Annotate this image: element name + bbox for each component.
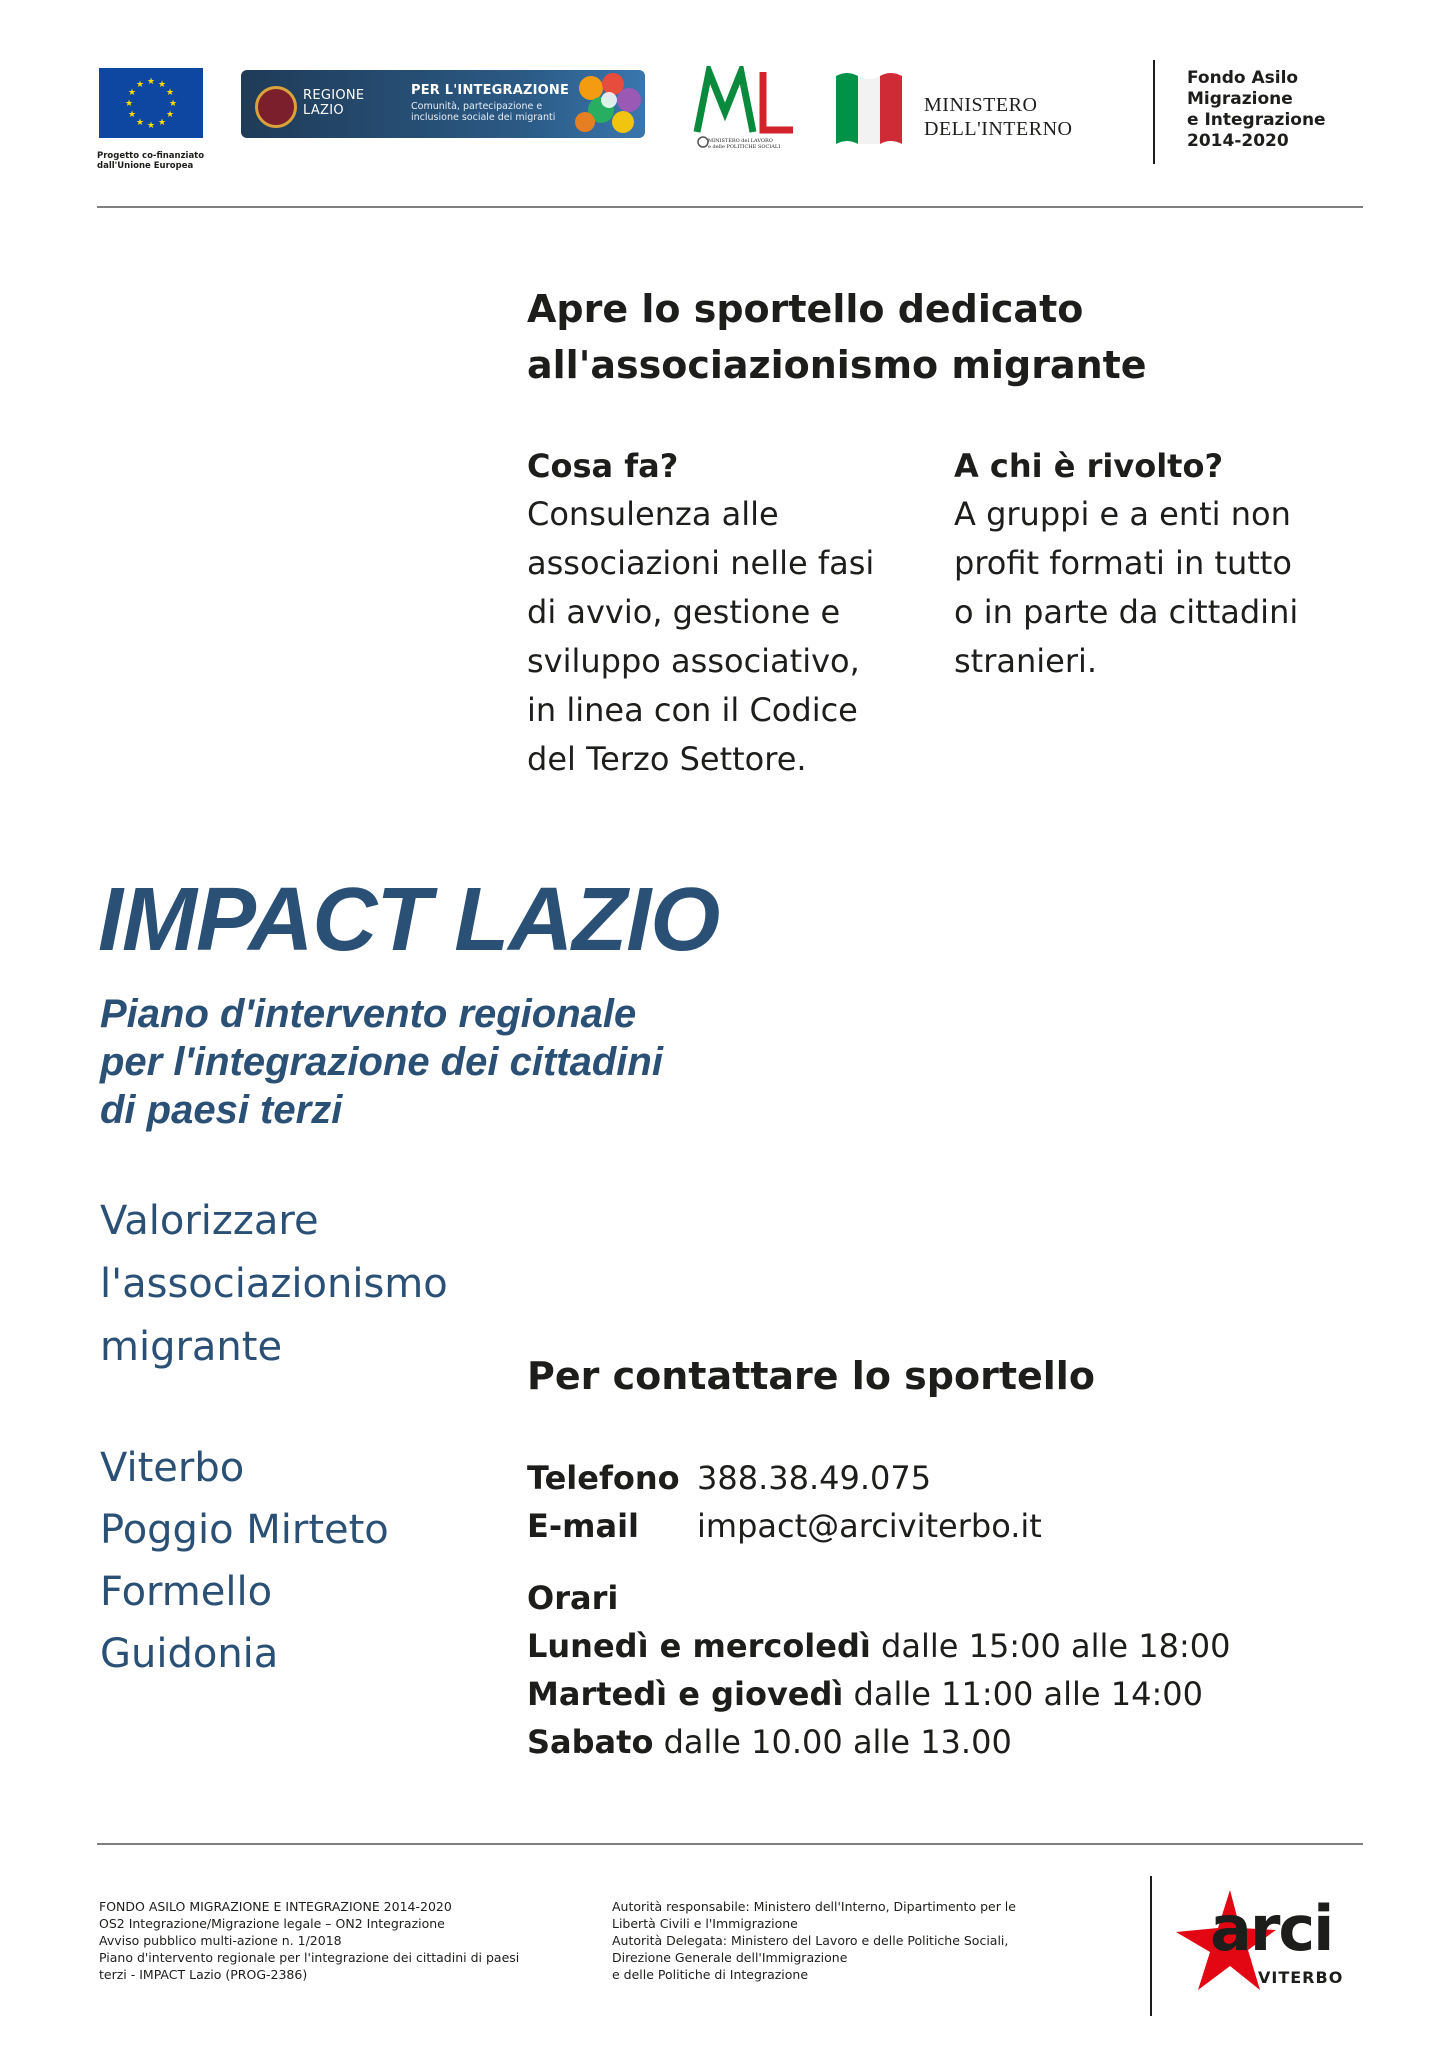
intro-headline: Apre lo sportello dedicato all'associazionismo migrante bbox=[527, 287, 1147, 387]
contact-title: Per contattare lo sportello bbox=[527, 1354, 1095, 1398]
eu-stars-icon bbox=[99, 68, 203, 138]
integrazione-subtitle: Comunità, partecipazione e inclusione sociale dei migranti bbox=[411, 101, 556, 123]
hours-days: Martedì e giovedì bbox=[527, 1675, 844, 1713]
hours-title: Orari bbox=[527, 1579, 619, 1617]
cosa-fa-body: Consulenza alle associazioni nelle fasi di avvio, gestione e sviluppo associativo, in linea con il Codice del Terzo Settore. bbox=[527, 495, 875, 778]
hours-row bbox=[527, 1718, 1230, 1766]
a-chi-body: A gruppi e a enti non profit formati in tutto o in parte da cittadini stranieri. bbox=[954, 495, 1299, 680]
hours-time: dalle 11:00 alle 14:00 bbox=[853, 1675, 1203, 1713]
location-item: Formello bbox=[100, 1569, 273, 1615]
svg-text:★: ★ bbox=[168, 99, 178, 109]
location-item: Guidonia bbox=[100, 1631, 279, 1677]
locations-list bbox=[100, 1437, 389, 1685]
phone-label: Telefono bbox=[527, 1459, 680, 1497]
project-tagline: Valorizzare l'associazionismo migrante bbox=[100, 1198, 448, 1370]
location-item: Poggio Mirteto bbox=[100, 1507, 389, 1553]
colored-hands-icon bbox=[571, 70, 645, 138]
location-item: Viterbo bbox=[100, 1445, 245, 1491]
a-chi-section bbox=[954, 442, 1374, 686]
a-chi-title: A chi è rivolto? bbox=[954, 447, 1224, 485]
hours-time: dalle 15:00 alle 18:00 bbox=[881, 1627, 1231, 1665]
hours-days: Lunedì e mercoledì bbox=[527, 1627, 871, 1665]
hours-row bbox=[527, 1622, 1230, 1670]
arci-logo-word: arci bbox=[1210, 1892, 1333, 1965]
hours-time: dalle 10.00 alle 13.00 bbox=[663, 1723, 1012, 1761]
svg-text:★: ★ bbox=[124, 99, 134, 109]
italian-flag-icon bbox=[836, 68, 902, 144]
svg-text:★: ★ bbox=[157, 118, 167, 128]
project-title: IMPACT LAZIO bbox=[98, 870, 720, 970]
project-subtitle: Piano d'intervento regionale per l'integrazione dei cittadini di paesi terzi bbox=[100, 992, 663, 1132]
arci-logo-city: VITERBO bbox=[1258, 1968, 1344, 1987]
svg-text:★: ★ bbox=[135, 118, 145, 128]
regione-lazio-banner bbox=[241, 70, 645, 138]
header-divider bbox=[1153, 60, 1155, 164]
svg-text:★: ★ bbox=[165, 88, 175, 98]
svg-text:★: ★ bbox=[165, 110, 175, 120]
ministero-interno-name: MINISTERO DELL'INTERNO bbox=[924, 94, 1073, 140]
phone-row bbox=[527, 1454, 931, 1502]
bottom-divider bbox=[97, 1843, 1363, 1845]
cosa-fa-title: Cosa fa? bbox=[527, 447, 679, 485]
eu-caption: Progetto co-finanziato dall'Unione Europea bbox=[97, 151, 205, 171]
integrazione-title: PER L'INTEGRAZIONE bbox=[411, 83, 570, 98]
svg-text:★: ★ bbox=[146, 121, 156, 131]
top-divider bbox=[97, 206, 1363, 208]
fondo-asilo-logo: Fondo Asilo Migrazione e Integrazione 2014-2020 bbox=[1187, 68, 1326, 151]
footer-divider bbox=[1150, 1876, 1152, 2016]
hours-days: Sabato bbox=[527, 1723, 654, 1761]
svg-text:★: ★ bbox=[127, 88, 137, 98]
ministero-lavoro-caption: MINISTERO del LAVORO e delle POLITICHE SOCIALI bbox=[708, 138, 781, 150]
regione-name: REGIONE LAZIO bbox=[303, 88, 365, 118]
opening-hours bbox=[527, 1574, 1230, 1766]
email-row bbox=[527, 1502, 1042, 1550]
svg-text:★: ★ bbox=[157, 80, 167, 90]
footer-authority-info: Autorità responsabile: Ministero dell'Interno, Dipartimento per le Libertà Civili e l'Immigrazione Autorità Delegata: Ministero del Lavoro e delle Politiche Sociali, Direzione Generale dell'Immigrazione e delle Politiche di Integrazione bbox=[612, 1899, 1016, 1982]
svg-text:★: ★ bbox=[146, 77, 156, 87]
regione-emblem-icon bbox=[255, 86, 297, 128]
email-label: E-mail bbox=[527, 1507, 640, 1545]
cosa-fa-section bbox=[527, 442, 947, 784]
svg-text:★: ★ bbox=[135, 80, 145, 90]
phone-value[interactable]: 388.38.49.075 bbox=[697, 1459, 932, 1497]
eu-flag-logo bbox=[99, 68, 203, 138]
email-value[interactable]: impact@arciviterbo.it bbox=[697, 1507, 1042, 1545]
svg-text:★: ★ bbox=[127, 110, 137, 120]
hours-row bbox=[527, 1670, 1230, 1718]
footer-program-info: FONDO ASILO MIGRAZIONE E INTEGRAZIONE 2014-2020 OS2 Integrazione/Migrazione legale – ON2 Integrazione Avviso pubblico multi-azione n. 1/2018 Piano d'intervento regionale per l'integrazione dei cittadini di paesi terzi - IMPACT Lazio (PROG-2386) bbox=[99, 1899, 520, 1982]
